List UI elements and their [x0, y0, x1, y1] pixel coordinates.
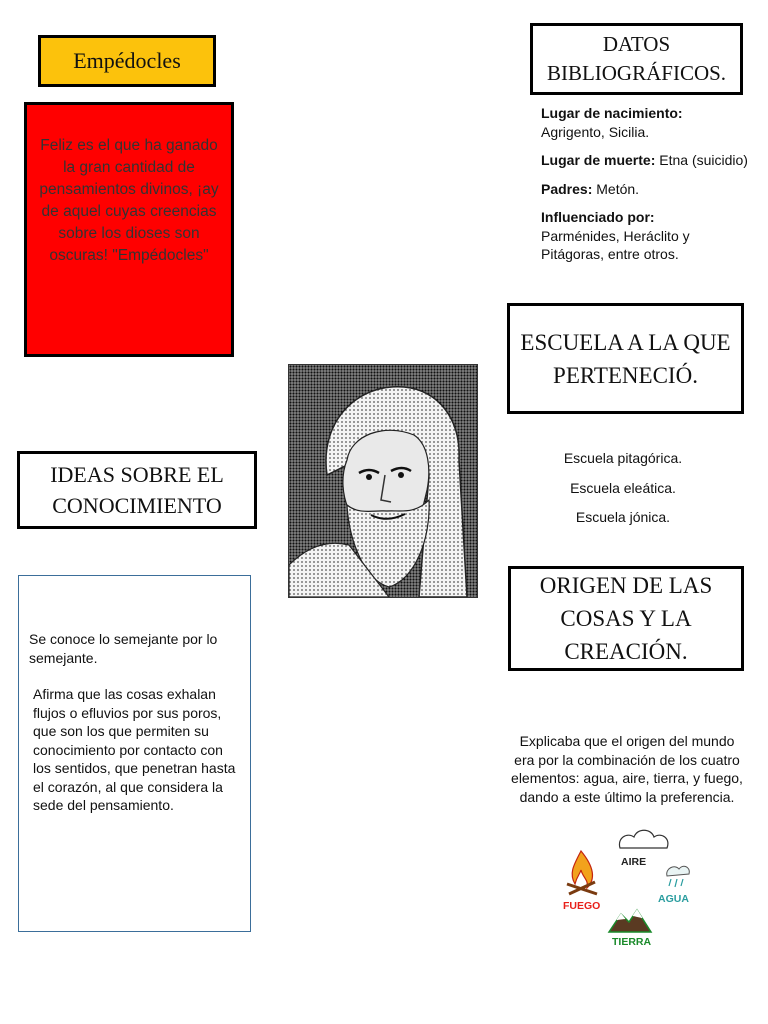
- label-tierra: TIERRA: [612, 936, 652, 948]
- quote-text: Feliz es el que ha ganado la gran cantidad de pensamientos divinos, ¡ay de aquel cuyas creencias sobre los dioses son oscuras! "Empédocles": [39, 137, 219, 264]
- fire-icon: [572, 851, 592, 888]
- label-agua: AGUA: [658, 893, 689, 905]
- origen-text: Explicaba que el origen del mundo era por la combinación de los cuatro elementos: agua, aire, tierra, y fuego, dando a este último la preferencia.: [511, 733, 743, 805]
- page-title: [38, 35, 216, 87]
- datos-heading-text: DATOS BIBLIOGRÁFICOS.: [546, 32, 727, 85]
- escuela-heading: [507, 303, 744, 414]
- bio-death: [541, 151, 751, 170]
- bio-parents: [541, 180, 751, 199]
- birth-value: Agrigento, Sicilia.: [541, 123, 650, 140]
- ideas-paragraph-1: Se conoce lo semejante por lo semejante.: [29, 631, 218, 666]
- birth-label: Lugar de nacimiento:: [541, 105, 683, 121]
- ideas-paragraph-2: Afirma que las cosas exhalan flujos o efluvios por sus poros, que son los que permiten su conocimiento por contacto con los sentidos, que penetran hasta el corazón, al que considera la sede del pensamiento.: [33, 686, 236, 813]
- origen-heading-text: ORIGEN DE LAS COSAS Y LA CREACIÓN.: [539, 573, 713, 664]
- mountain-icon: [609, 910, 651, 932]
- quote-box: [24, 102, 234, 357]
- four-elements-diagram: [555, 826, 705, 951]
- escuela-heading-text: ESCUELA A LA QUE PERTENECIÓ.: [520, 329, 731, 388]
- school-item: Escuela jónica.: [575, 509, 671, 525]
- influence-label: Influenciado por:: [541, 209, 655, 225]
- parents-label: Padres:: [541, 180, 593, 197]
- ideas-heading-text: IDEAS SOBRE EL CONOCIMIENTO: [50, 462, 224, 518]
- death-label: Lugar de muerte:: [541, 152, 656, 168]
- bio-birth: [541, 104, 751, 141]
- cloud-icon: [619, 830, 667, 848]
- ideas-textbox: [18, 575, 251, 932]
- influence-value: Parménides, Heráclito y Pitágoras, entre otros.: [541, 227, 690, 262]
- school-list: [507, 450, 739, 539]
- death-value: Etna (suicidio): [659, 152, 748, 168]
- empedocles-portrait: [288, 364, 478, 598]
- parents-value: Metón.: [596, 180, 640, 197]
- portrait-illustration: [289, 365, 477, 597]
- elements-drawing: [555, 826, 705, 951]
- origen-heading: [508, 566, 744, 671]
- label-aire: AIRE: [621, 856, 647, 868]
- school-item: Escuela eleática.: [570, 479, 676, 496]
- bio-influence: [541, 208, 751, 264]
- title-text: Empédocles: [73, 48, 181, 73]
- label-fuego: FUEGO: [563, 900, 601, 912]
- bio-list: [541, 104, 751, 274]
- school-item: Escuela pitagórica.: [563, 450, 683, 466]
- rain-cloud-icon: [667, 866, 690, 887]
- datos-heading: [530, 23, 743, 95]
- ideas-heading: [17, 451, 257, 529]
